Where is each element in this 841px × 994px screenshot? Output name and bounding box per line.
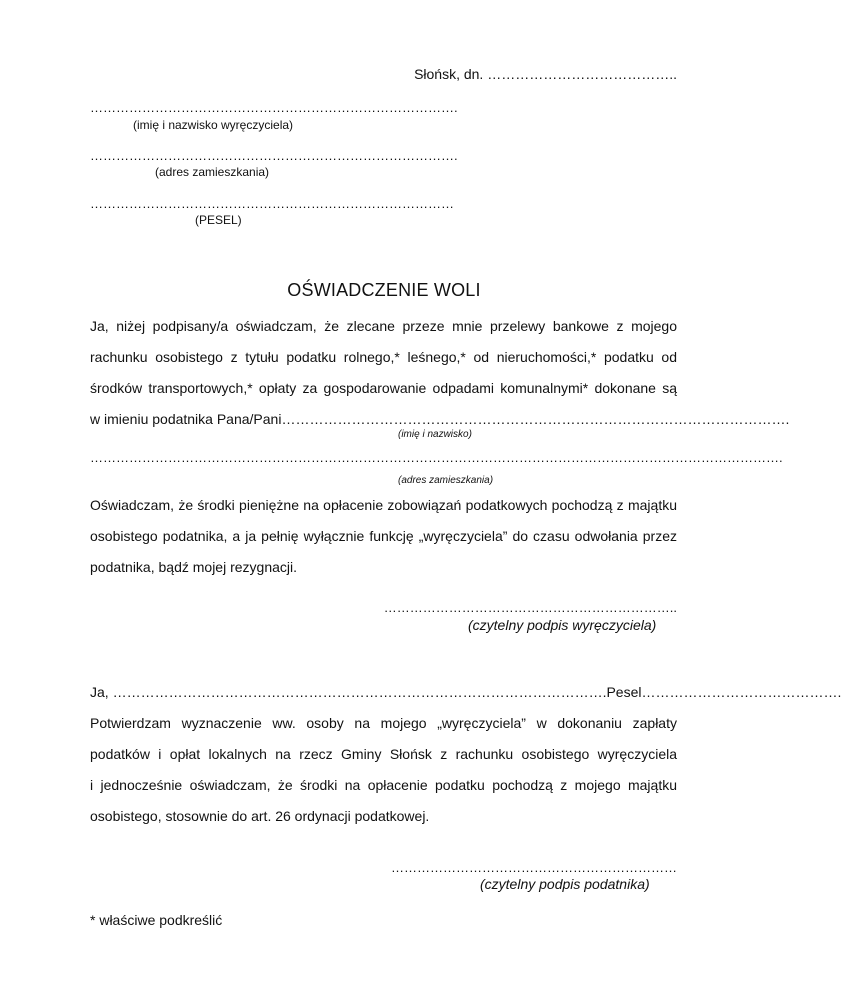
statement-line: rachunku osobistego z tytułu podatku rolnego,* leśnego,* od nieruchomości,* podatku od — [90, 349, 677, 365]
pesel-field-label: (PESEL) — [195, 213, 242, 227]
declaration-line: podatnika, bądź mojej rezygnacji. — [90, 559, 298, 575]
confirmation-line[interactable]: Ja, …………………………………………………………………………………………….Pesel……………………………………. — [90, 684, 841, 700]
signature-wyreczyciel-label: (czytelny podpis wyręczyciela) — [468, 617, 657, 633]
document-title: OŚWIADCZENIE WOLI — [287, 280, 481, 300]
footnote: * właściwe podkreślić — [90, 912, 223, 928]
place-date: Słońsk, dn. ………………………………….. — [414, 66, 677, 82]
statement-paragraph — [90, 311, 790, 435]
statement-address-label: (adres zamieszkania) — [398, 475, 494, 486]
name-field-label: (imię i nazwisko wyręczyciela) — [133, 118, 294, 132]
signature-wyreczyciel-dots[interactable]: ………………………………………………………….. — [383, 600, 677, 615]
pesel-field-dots[interactable]: ………………………………………………………………………… — [90, 196, 454, 211]
declaration-paragraph — [90, 490, 677, 583]
address-field-dots[interactable]: …………………………………………………………………………. — [90, 148, 458, 163]
name-field-dots[interactable]: …………………………………………………………………………. — [90, 100, 458, 115]
confirmation-paragraph — [90, 677, 841, 832]
address-field-label: (adres zamieszkania) — [155, 165, 270, 179]
confirmation-line: i jednocześnie oświadczam, że środki na opłacenie podatku pochodzą z mojego majątku — [90, 777, 677, 793]
signature-podatnik-label: (czytelny podpis podatnika) — [480, 876, 650, 892]
statement-address-dots[interactable]: ……………………………………………………………………………………………………………………………………………. — [90, 450, 783, 465]
confirmation-line: Potwierdzam wyznaczenie ww. osoby na mojego „wyręczyciela” w dokonaniu zapłaty — [90, 715, 677, 731]
confirmation-line: osobistego, stosownie do art. 26 ordynacji podatkowej. — [90, 808, 430, 824]
declaration-line: Oświadczam, że środki pieniężne na opłacenie zobowiązań podatkowych pochodzą z majątku — [90, 497, 677, 513]
statement-line: środków transportowych,* opłaty za gospodarowanie odpadami komunalnymi* dokonane są — [90, 380, 677, 396]
statement-name-label: (imię i nazwisko) — [398, 429, 472, 440]
statement-line: Ja, niżej podpisany/a oświadczam, że zlecane przeze mnie przelewy bankowe z mojego — [90, 318, 677, 334]
confirmation-line: podatków i opłat lokalnych na rzecz Gminy Słońsk z rachunku osobistego wyręczyciela — [90, 746, 677, 762]
declaration-line: osobistego podatnika, a ja pełnię wyłącznie funkcję „wyręczyciela” do czasu odwołania przez — [90, 528, 677, 544]
statement-line[interactable]: w imieniu podatnika Pana/Pani………………………………………………………………………………………………. — [90, 411, 790, 427]
signature-podatnik-dots[interactable]: ………………………………………………………… — [391, 860, 677, 875]
